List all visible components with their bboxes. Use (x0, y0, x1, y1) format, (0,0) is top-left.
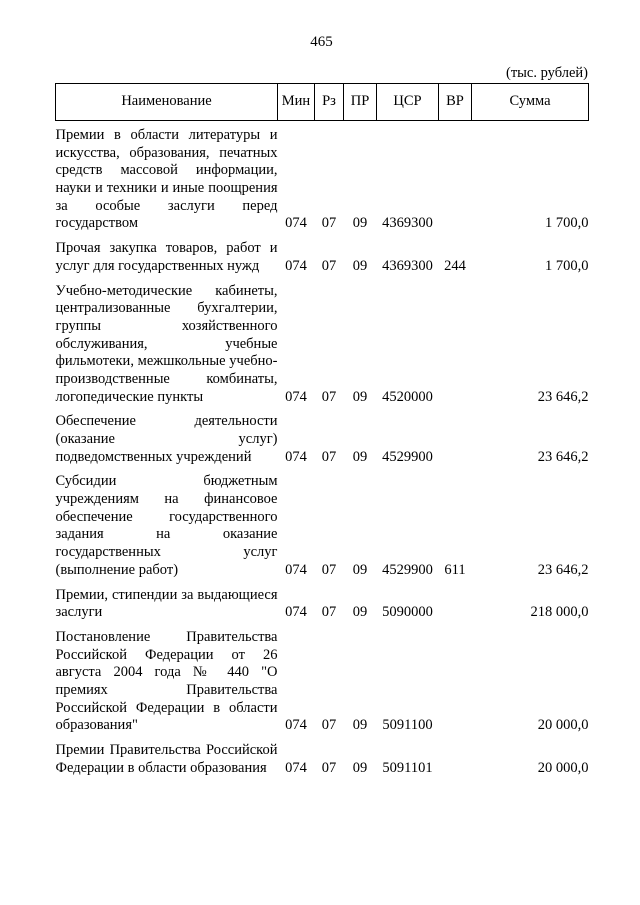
cell-min: 074 (285, 448, 307, 465)
cell-rz: 07 (321, 448, 337, 465)
cell-name: Премии в области литературы и искусства, образования, печатных средств массовой информации, науки и техники и иные поощрения за особые заслуги перед государством (55, 127, 278, 232)
cell-vr (439, 121, 472, 235)
cell-sum: 20 000,0 (537, 759, 589, 776)
cell-min: 074 (285, 759, 307, 776)
table-row (56, 277, 589, 408)
cell-name: Субсидии бюджетным учреждениям на финансовое обеспечение государственного задания на оказание государственных услуг (выполнение работ) (55, 473, 278, 578)
cell-rz: 07 (321, 257, 337, 274)
cell-csr: 4369300 (382, 215, 433, 232)
header-pr: ПР (344, 84, 377, 121)
header-name: Наименование (56, 84, 278, 121)
table-row (56, 623, 589, 736)
header-vr: ВР (439, 84, 472, 121)
cell-rz: 07 (321, 604, 337, 621)
table-row (56, 121, 589, 235)
page-number: 465 (310, 34, 333, 50)
cell-pr: 09 (352, 215, 368, 232)
cell-name: Постановление Правительства Российской Федерации от 26 августа 2004 года № 440 "О премиях Правительства Российской Федерации в области образования" (55, 628, 278, 734)
table-body (56, 121, 589, 779)
cell-min: 074 (285, 717, 307, 734)
cell-csr: 4369300 (382, 257, 433, 274)
cell-min: 074 (285, 388, 307, 405)
cell-vr: 244 (444, 257, 466, 274)
cell-pr: 09 (352, 561, 368, 578)
cell-sum: 23 646,2 (537, 388, 589, 405)
cell-sum: 23 646,2 (537, 561, 589, 578)
cell-min: 074 (285, 561, 307, 578)
cell-vr (439, 581, 472, 623)
table-row (56, 581, 589, 623)
cell-pr: 09 (352, 759, 368, 776)
cell-csr: 5091101 (382, 759, 433, 776)
header-rz: Рз (315, 84, 344, 121)
table-row (56, 234, 589, 276)
cell-name: Премии, стипендии за выдающиеся заслуги (55, 586, 278, 621)
cell-vr (439, 407, 472, 467)
cell-name: Обеспечение деятельности (оказание услуг) подведомственных учреждений (55, 413, 278, 465)
cell-rz: 07 (321, 215, 337, 232)
cell-sum: 1 700,0 (545, 257, 589, 274)
cell-min: 074 (285, 215, 307, 232)
cell-pr: 09 (352, 448, 368, 465)
cell-name: Премии Правительства Российской Федерации в области образования (55, 742, 278, 776)
header-row (56, 84, 589, 121)
cell-sum: 23 646,2 (537, 448, 589, 465)
cell-pr: 09 (352, 717, 368, 734)
table-row (56, 736, 589, 778)
header-sum: Сумма (472, 84, 589, 121)
table-row (56, 467, 589, 580)
header-csr: ЦСР (377, 84, 439, 121)
cell-min: 074 (285, 604, 307, 621)
units-note: (тыс. рублей) (506, 65, 588, 81)
cell-vr (439, 736, 472, 778)
cell-rz: 07 (321, 759, 337, 776)
budget-table (55, 83, 589, 778)
cell-name: Прочая закупка товаров, работ и услуг для государственных нужд (55, 240, 278, 274)
cell-sum: 20 000,0 (537, 717, 589, 734)
cell-pr: 09 (352, 257, 368, 274)
cell-min: 074 (285, 257, 307, 274)
cell-csr: 4520000 (382, 388, 433, 405)
cell-pr: 09 (352, 604, 368, 621)
cell-csr: 4529900 (382, 448, 433, 465)
cell-csr: 5090000 (382, 604, 433, 621)
cell-sum: 218 000,0 (530, 604, 589, 621)
cell-pr: 09 (352, 388, 368, 405)
header-min: Мин (278, 84, 315, 121)
cell-vr: 611 (444, 561, 466, 578)
table-header (56, 84, 589, 121)
table-row (56, 407, 589, 467)
cell-rz: 07 (321, 388, 337, 405)
cell-vr (439, 623, 472, 736)
cell-rz: 07 (321, 561, 337, 578)
cell-name: Учебно-методические кабинеты, централизованные бухгалтерии, группы хозяйственного обслуживания, учебные фильмотеки, межшкольные учебно-производственные комбинаты, логопедические пункты (55, 282, 278, 405)
cell-vr (439, 277, 472, 408)
cell-sum: 1 700,0 (545, 215, 589, 232)
cell-csr: 5091100 (382, 717, 433, 734)
cell-csr: 4529900 (382, 561, 433, 578)
cell-rz: 07 (321, 717, 337, 734)
